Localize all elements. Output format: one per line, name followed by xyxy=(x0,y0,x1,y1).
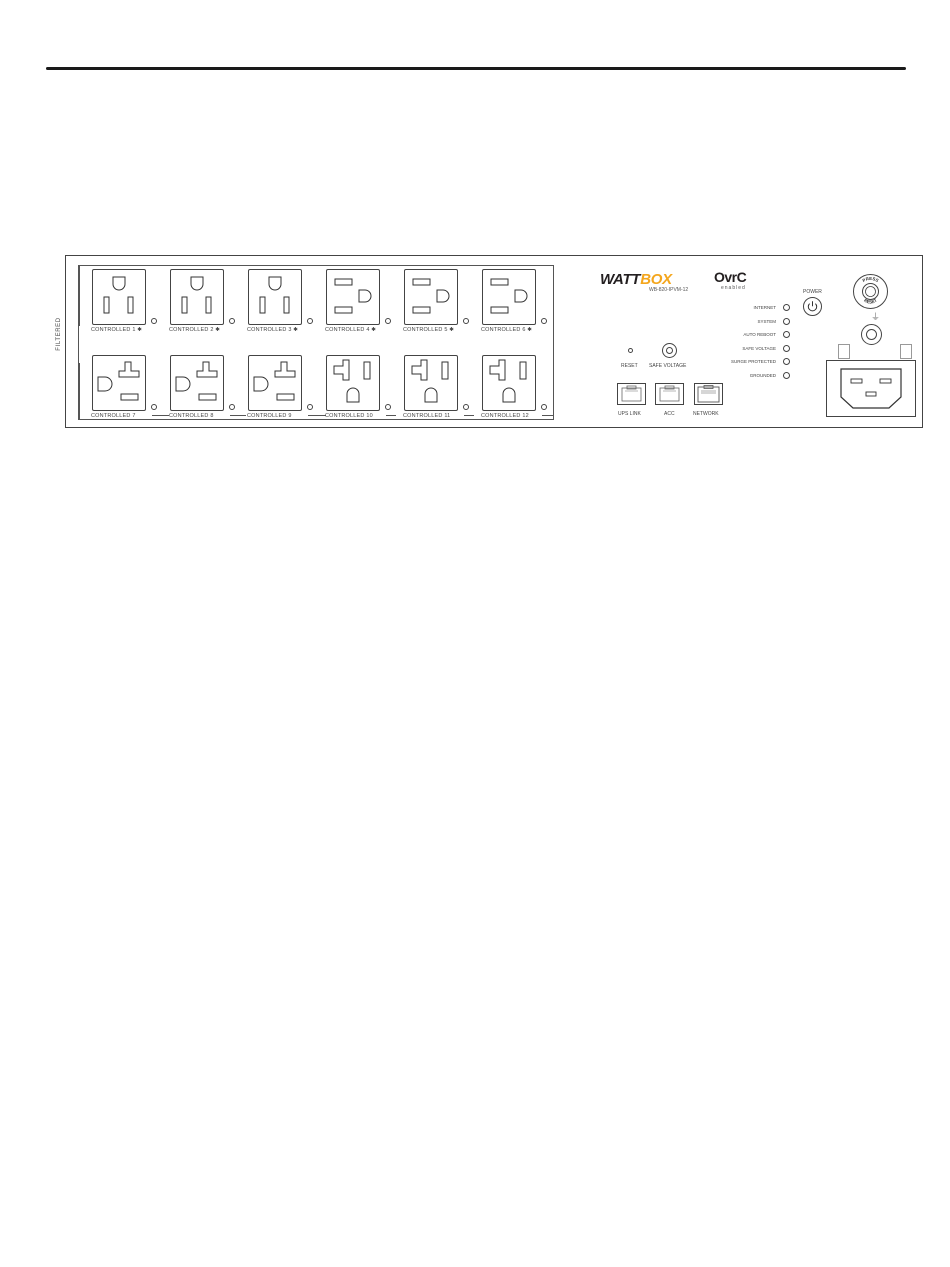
outlet-label: CONTROLLED 10 xyxy=(325,413,373,419)
outlet-8[interactable] xyxy=(170,355,224,411)
outlet-label: CONTROLLED 2 ✱ xyxy=(169,327,221,333)
clip-right xyxy=(900,344,912,359)
indicator-row xyxy=(696,318,792,327)
indicator-row xyxy=(696,345,792,354)
acc-port[interactable] xyxy=(655,383,684,405)
bus-line xyxy=(464,415,474,416)
reset-button[interactable] xyxy=(628,348,633,353)
outlet-label: CONTROLLED 7 xyxy=(91,413,136,419)
outlet-label: CONTROLLED 4 ✱ xyxy=(325,327,377,333)
ups-link-port[interactable] xyxy=(617,383,646,405)
indicator-label: SYSTEM xyxy=(757,318,776,324)
outlet-label: CONTROLLED 8 xyxy=(169,413,214,419)
outlet-led xyxy=(385,404,391,410)
outlet-led xyxy=(307,318,313,324)
outlet-label: CONTROLLED 5 ✱ xyxy=(403,327,455,333)
indicator-row xyxy=(696,304,792,313)
outlet-socket-icon xyxy=(171,270,223,324)
ups-link-label: UPS LINK xyxy=(618,411,641,417)
indicator-label: GROUNDED xyxy=(749,372,776,378)
outlet-label: CONTROLLED 11 xyxy=(403,413,451,419)
outlet-10[interactable] xyxy=(326,355,380,411)
power-icon xyxy=(804,298,821,315)
indicator-led xyxy=(783,345,790,352)
outlet-12[interactable] xyxy=(482,355,536,411)
outlet-socket-icon xyxy=(405,270,457,324)
indicator-led xyxy=(783,358,790,365)
breaker-press-text: PRESS xyxy=(861,275,880,284)
network-label: NETWORK xyxy=(693,411,719,417)
outlet-2[interactable] xyxy=(170,269,224,325)
outlet-led xyxy=(307,404,313,410)
ground-icon: ⏚ xyxy=(871,312,881,322)
outlet-socket-icon xyxy=(405,356,457,410)
outlet-1[interactable] xyxy=(92,269,146,325)
outlet-led xyxy=(541,318,547,324)
outlet-socket-icon xyxy=(327,356,379,410)
power-label: POWER xyxy=(803,289,822,295)
network-port[interactable] xyxy=(694,383,723,405)
ground-connector xyxy=(861,324,882,345)
breaker-icon xyxy=(854,275,887,308)
outlet-label: CONTROLLED 1 ✱ xyxy=(91,327,143,333)
indicator-led xyxy=(783,331,790,338)
bus-line xyxy=(386,415,396,416)
outlet-socket-icon xyxy=(171,356,223,410)
indicator-label: AUTO REBOOT xyxy=(743,332,776,337)
outlet-led xyxy=(229,404,235,410)
outlet-socket-icon xyxy=(93,270,145,324)
filtered-line-top xyxy=(79,266,80,326)
outlet-3[interactable] xyxy=(248,269,302,325)
outlet-11[interactable] xyxy=(404,355,458,411)
bus-line xyxy=(230,415,246,416)
safe-voltage-label: SAFE VOLTAGE xyxy=(649,363,687,369)
outlet-socket-icon xyxy=(483,270,535,324)
model-number: WB-820-IPVM-12 xyxy=(649,287,689,293)
outlet-led xyxy=(463,404,469,410)
indicator-led xyxy=(783,372,790,379)
outlet-socket-icon xyxy=(483,356,535,410)
outlet-label: CONTROLLED 6 ✱ xyxy=(481,327,533,333)
top-rule xyxy=(46,67,906,70)
indicator-led xyxy=(783,318,790,325)
outlet-7[interactable] xyxy=(92,355,146,411)
outlet-led xyxy=(541,404,547,410)
outlet-led xyxy=(151,404,157,410)
outlet-9[interactable] xyxy=(248,355,302,411)
outlet-socket-icon xyxy=(249,356,301,410)
rj-port-icon xyxy=(618,384,645,404)
indicator-row xyxy=(696,372,792,381)
rj-port-icon xyxy=(656,384,683,404)
wattbox-rear-panel xyxy=(56,255,923,428)
iec-power-inlet xyxy=(826,360,916,417)
safe-voltage-button[interactable] xyxy=(662,343,677,358)
ovrc-enabled-text: enabled xyxy=(721,285,746,291)
filtered-line-bottom xyxy=(79,363,80,420)
power-button[interactable] xyxy=(803,297,822,316)
outlet-label: CONTROLLED 9 xyxy=(247,413,292,419)
outlet-6[interactable] xyxy=(482,269,536,325)
ethernet-port-icon xyxy=(695,384,722,404)
outlet-4[interactable] xyxy=(326,269,380,325)
filtered-label: FILTERED xyxy=(56,317,62,351)
outlet-label: CONTROLLED 3 ✱ xyxy=(247,327,299,333)
indicator-led xyxy=(783,304,790,311)
outlet-label: CONTROLLED 12 xyxy=(481,413,529,419)
wattbox-logo: WATTBOX xyxy=(600,271,672,288)
indicator-label: SAFE VOLTAGE xyxy=(742,345,776,351)
indicator-label: SURGE PROTECTED xyxy=(730,359,776,364)
outlet-led xyxy=(385,318,391,324)
acc-label: ACC xyxy=(664,411,675,417)
bus-line xyxy=(308,415,326,416)
clip-left xyxy=(838,344,850,359)
breaker-reset-text: RESET xyxy=(863,297,878,305)
bus-line xyxy=(542,415,554,416)
indicator-row xyxy=(696,358,792,367)
outlet-led xyxy=(229,318,235,324)
indicator-row xyxy=(696,331,792,340)
outlet-socket-icon xyxy=(249,270,301,324)
outlet-led xyxy=(463,318,469,324)
reset-label: RESET xyxy=(621,363,638,369)
ovrc-logo: OvrC xyxy=(714,269,747,285)
outlet-led xyxy=(151,318,157,324)
svg-text:RESET xyxy=(863,298,878,305)
svg-text:PRESS xyxy=(861,276,879,283)
reset-breaker[interactable] xyxy=(853,274,888,309)
outlet-5[interactable] xyxy=(404,269,458,325)
iec-inlet-icon xyxy=(827,361,915,416)
outlet-socket-icon xyxy=(327,270,379,324)
indicator-label: INTERNET xyxy=(753,305,776,310)
outlet-socket-icon xyxy=(93,356,145,410)
bus-line xyxy=(152,415,169,416)
